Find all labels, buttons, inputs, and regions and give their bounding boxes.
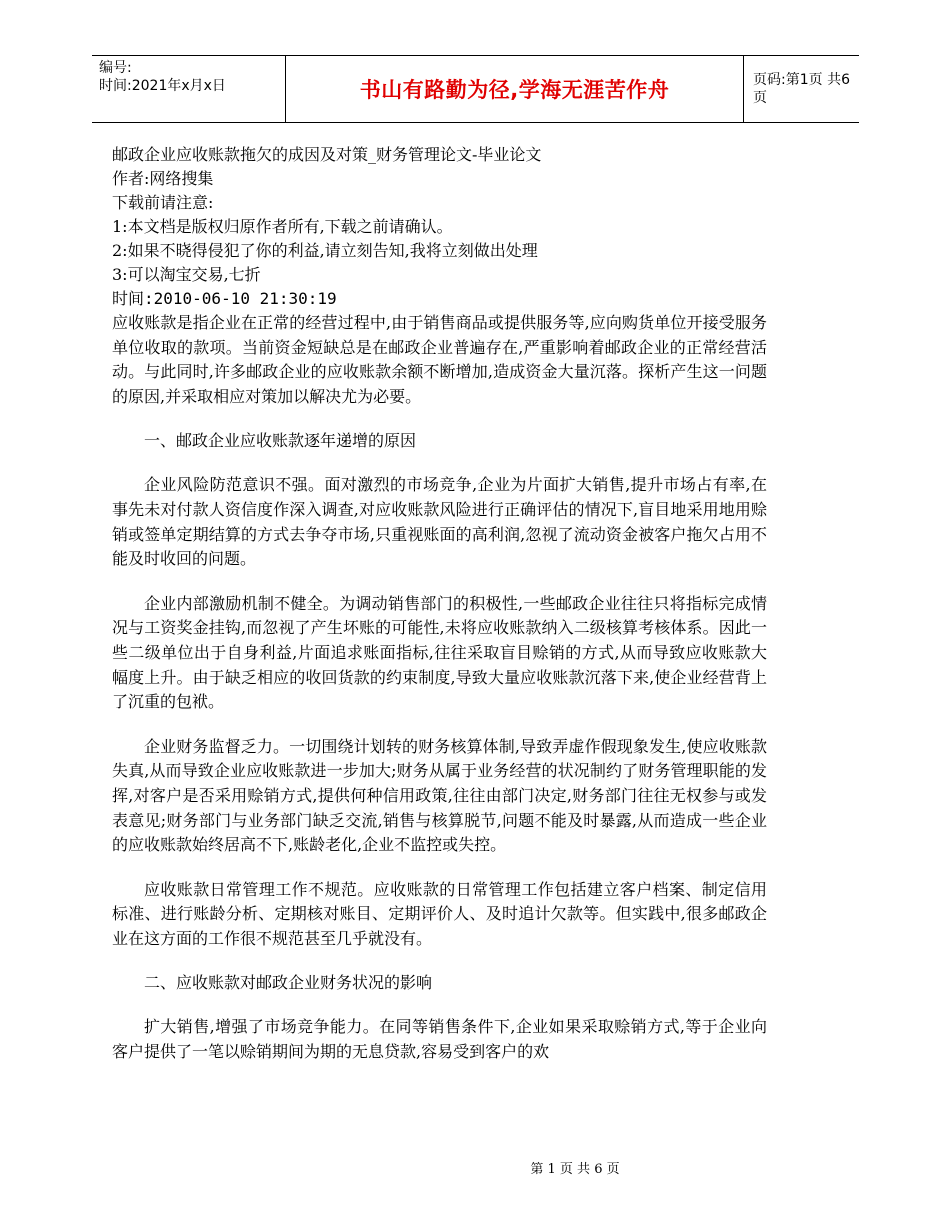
paragraph-incentive: 企业内部激励机制不健全。为调动销售部门的积极性,一些邮政企业往往只将指标完成情况与工资奖金挂钩,而忽视了产生坏账的可能性,未将应收账款纳入二级核算考核体系。因此一些二级单位出于自身利益,片面追求账面指标,往往采取盲目赊销的方式,从而导致应收账款大幅度上升。由于缺乏相应的收回货款的约束制度,导致大量应收账款沉落下来,使企业经营背上了沉重的包袱。 <box>112 593 767 712</box>
intro-paragraph: 应收账款是指企业在正常的经营过程中,由于销售商品或提供服务等,应向购货单位开接受服务单位收取的款项。当前资金短缺总是在邮政企业普遍存在,严重影响着邮政企业的正常经营活动。与此同时,许多邮政企业的应收账款余额不断增加,造成资金大量沉落。探析产生这一问题的原因,并采取相应对策加以解决尤为必要。 <box>112 313 767 406</box>
motto-text: 书山有路勤为径,学海无涯苦作舟 <box>359 78 670 102</box>
paragraph-expand-sales: 扩大销售,增强了市场竞争能力。在同等销售条件下,企业如果采取赊销方式,等于企业向客户提供了一笔以赊销期间为期的无息贷款,容易受到客户的欢 <box>112 1017 767 1062</box>
header-info-cell <box>92 56 285 122</box>
paragraph-daily-management: 应收账款日常管理工作不规范。应收账款的日常管理工作包括建立客户档案、制定信用标准、进行账龄分析、定期核对账目、定期评价人、及时追计欠款等。但实践中,很多邮政企业在这方面的工作很不规范甚至几乎就没有。 <box>112 879 767 948</box>
page-number-label: 页码:第1页 共6页 <box>753 72 850 106</box>
section-heading-2: 二、应收账款对邮政企业财务状况的影响 <box>144 973 433 993</box>
doc-title: 邮政企业应收账款拖欠的成因及对策_财务管理论文-毕业论文 <box>112 145 542 164</box>
header-motto-cell <box>285 56 744 122</box>
notice-item-2: 2:如果不晓得侵犯了你的利益,请立刻告知,我将立刻做出处理 <box>112 241 538 260</box>
page-footer: 第 1 页 共 6 页 <box>530 1162 620 1177</box>
notice-item-3: 3:可以淘宝交易,七折 <box>112 265 261 284</box>
date-label: 时间:2021年x月x日 <box>99 78 226 94</box>
page-header <box>92 55 859 123</box>
notice-item-1: 1:本文档是版权归原作者所有,下载之前请确认。 <box>112 217 453 236</box>
doc-time: 时间:2010-06-10 21:30:19 <box>112 289 337 308</box>
paragraph-supervision: 企业财务监督乏力。一切围绕计划转的财务核算体制,导致弄虚作假现象发生,使应收账款失真,从而导致企业应收账款进一步加大;财务从属于业务经营的状况制约了财务管理职能的发挥,对客户是否采用赊销方式,提供何种信用政策,往往由部门决定,财务部门往往无权参与或发表意见;财务部门与业务部门缺乏交流,销售与核算脱节,问题不能及时暴露,从而造成一些企业的应收账款始终居高不下,账龄老化,企业不监控或失控。 <box>112 736 767 855</box>
header-page-cell <box>743 56 859 122</box>
doc-author: 作者:网络搜集 <box>112 169 214 188</box>
notice-title: 下载前请注意: <box>112 193 214 212</box>
section-heading-1: 一、邮政企业应收账款逐年递增的原因 <box>144 431 417 451</box>
paragraph-risk: 企业风险防范意识不强。面对激烈的市场竞争,企业为片面扩大销售,提升市场占有率,在事先未对付款人资信度作深入调查,对应收账款风险进行正确评估的情况下,盲目地采用地用赊销或签单定期结算的方式去争夺市场,只重视账面的高利润,忽视了流动资金被客户拖欠占用不能及时收回的问题。 <box>112 475 767 569</box>
serial-label: 编号: <box>99 60 132 76</box>
document-body <box>112 143 767 1065</box>
